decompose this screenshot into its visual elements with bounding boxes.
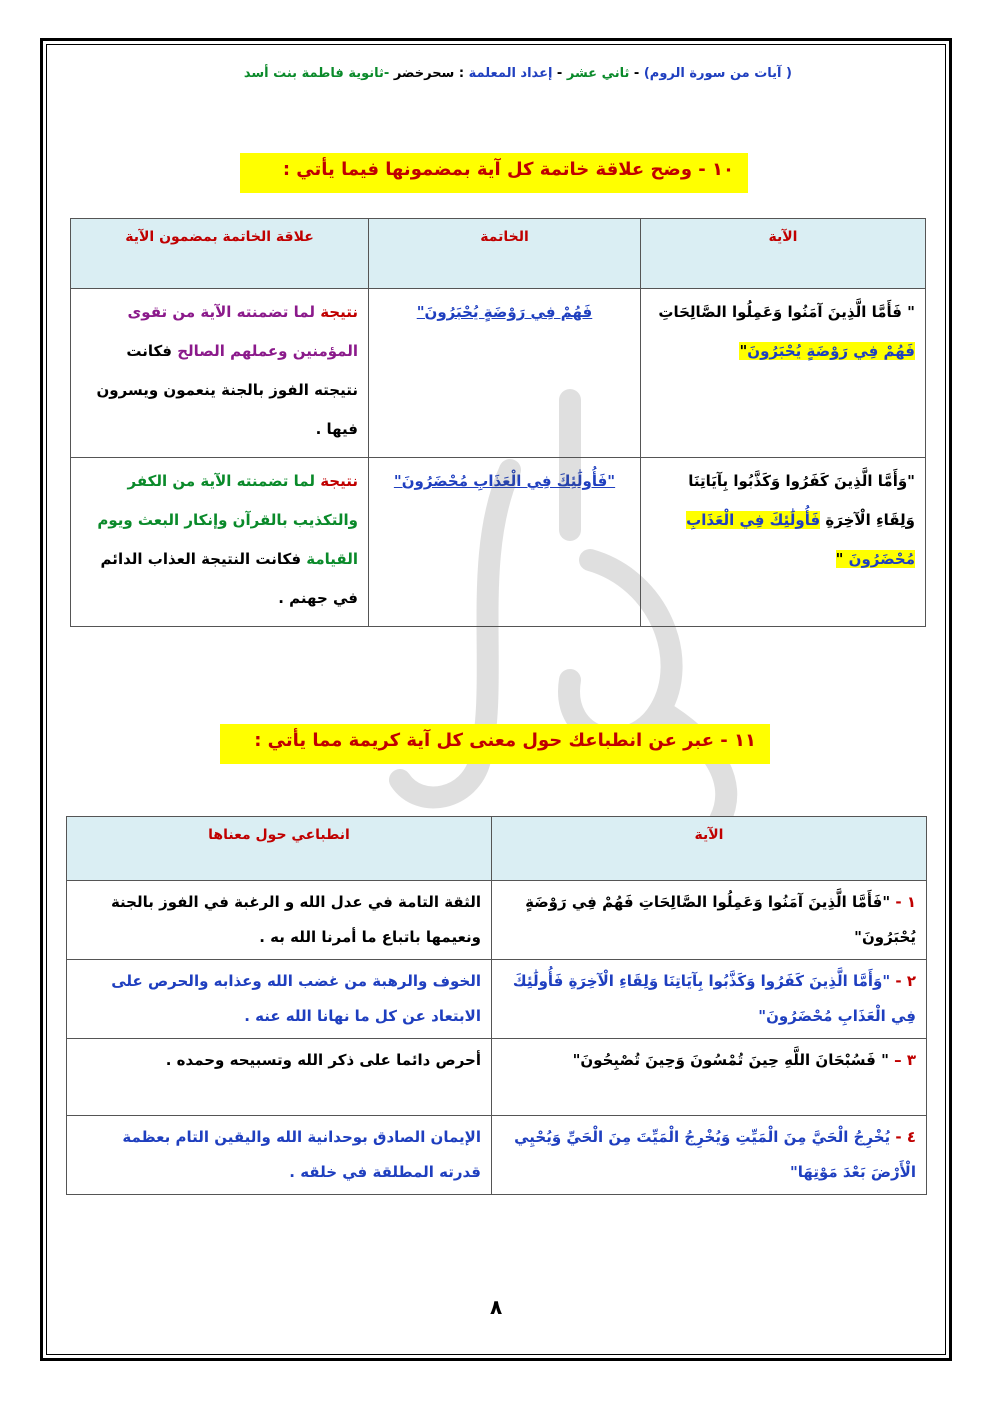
ending-text: فَهُمْ فِي رَوْضَةٍ يُحْبَرُونَ" xyxy=(416,303,593,321)
column-header-impression: انطباعي حول معناها xyxy=(67,817,492,881)
relation-outcome: فكانت النتيجة العذاب الدائم في جهنم . xyxy=(100,550,358,607)
page-header xyxy=(152,66,792,81)
column-header-ending: الخاتمة xyxy=(369,219,641,289)
verse-end-quote: " xyxy=(835,550,849,568)
verse-end-quote: " xyxy=(739,342,748,360)
table-row xyxy=(67,881,927,960)
question-10-title: ١٠ - وضح علاقة خاتمة كل آية بمضمونها فيما يأتي : xyxy=(240,153,748,193)
verse-number: ١ - xyxy=(890,893,916,911)
impression-cell xyxy=(67,960,492,1039)
table-header-row xyxy=(71,219,926,289)
verse-highlight: فَأُولَٰئِكَ فِي الْعَذَابِ مُحْضَرُونَ xyxy=(686,511,915,568)
column-header-verse: الآية xyxy=(641,219,926,289)
verse-text: "وَأَمَّا الَّذِينَ كَفَرُوا وَكَذَّبُوا بِآيَاتِنَا وَلِقَاءِ الْآخِرَةِ فَأُولَٰئِكَ فِي الْعَذَابِ مُحْضَرُونَ" xyxy=(512,972,916,1025)
header-sep-2: - xyxy=(552,66,567,81)
ending-relation-table xyxy=(70,218,926,627)
verse-number: ٤ - xyxy=(890,1128,916,1146)
table-header-row xyxy=(67,817,927,881)
table-row xyxy=(67,1039,927,1116)
header-teacher: : سحرخضر xyxy=(389,66,469,81)
column-header-relation: علاقة الخاتمة بمضمون الآية xyxy=(71,219,369,289)
impression-cell xyxy=(67,1116,492,1195)
relation-result: نتيجة xyxy=(320,303,358,321)
verse-cell xyxy=(492,881,927,960)
verse-cell xyxy=(492,960,927,1039)
relation-cell xyxy=(71,458,369,627)
impression-text: الإيمان الصادق بوحدانية الله واليقين التام بعظمة قدرته المطلقة في خلقه . xyxy=(122,1128,481,1181)
verse-cell xyxy=(492,1116,927,1195)
relation-result: نتيجة xyxy=(320,472,358,490)
ending-cell xyxy=(369,458,641,627)
ending-text: "فَأُولَٰئِكَ فِي الْعَذَابِ مُحْضَرُونَ" xyxy=(393,472,616,490)
header-prepared-by: إعداد المعلمة xyxy=(468,66,553,81)
question-11-title: ١١ - عبر عن انطباعك حول معنى كل آية كريمة مما يأتي : xyxy=(220,724,770,764)
impression-text: الخوف والرهبة من غضب الله وعذابه والحرص على الابتعاد عن كل ما نهانا الله عنه . xyxy=(111,972,481,1025)
relation-link: لما xyxy=(288,472,321,490)
relation-cell xyxy=(71,289,369,458)
verse-number: ٢ - xyxy=(890,972,916,990)
relation-content: تضمنته الآية من الكفر والتكذيب بالقرآن وإنكار البعث ويوم القيامة xyxy=(97,472,358,568)
relation-content: تضمنته الآية من تقوى المؤمنين وعملهم الصالح xyxy=(127,303,358,360)
verse-text: "وَأَمَّا الَّذِينَ كَفَرُوا وَكَذَّبُوا بِآيَاتِنَا وَلِقَاءِ الْآخِرَةِ xyxy=(688,472,915,529)
header-grade: ثاني عشر xyxy=(566,66,630,81)
impression-table xyxy=(66,816,927,1195)
table-row xyxy=(71,458,926,627)
verse-highlight: فَهُمْ فِي رَوْضَةٍ يُحْبَرُونَ xyxy=(747,342,915,360)
verse-text: " فَسُبْحَانَ اللَّهِ حِينَ تُمْسُونَ وَحِينَ تُصْبِحُونَ" xyxy=(572,1051,889,1069)
ending-cell xyxy=(369,289,641,458)
verse-cell xyxy=(492,1039,927,1116)
impression-cell xyxy=(67,1039,492,1116)
relation-outcome: فكانت نتيجته الفوز بالجنة ينعمون ويسرون فيها . xyxy=(96,342,358,438)
relation-link: لما xyxy=(288,303,321,321)
impression-cell xyxy=(67,881,492,960)
column-header-verse: الآية xyxy=(492,817,927,881)
table-row xyxy=(67,1116,927,1195)
verse-cell xyxy=(641,289,926,458)
verse-text: " فَأَمَّا الَّذِينَ آمَنُوا وَعَمِلُوا الصَّالِحَاتِ xyxy=(658,303,915,321)
header-school: -ثانوية فاطمة بنت أسد xyxy=(243,66,390,81)
impression-text: أحرص دائما على ذكر الله وتسبيحه وحمده . xyxy=(165,1051,481,1069)
header-surah: ( آيات من سورة الروم) xyxy=(643,66,792,81)
verse-number: ٣ – xyxy=(888,1051,916,1069)
impression-text: الثقة التامة في عدل الله و الرغبة في الفوز بالجنة ونعيمها باتباع ما أمرنا الله به . xyxy=(110,893,481,946)
header-sep-1: - xyxy=(629,66,644,81)
page-number: ٨ xyxy=(490,1295,503,1319)
verse-cell xyxy=(641,458,926,627)
table-row xyxy=(67,960,927,1039)
table-row xyxy=(71,289,926,458)
verse-text: "فَأَمَّا الَّذِينَ آمَنُوا وَعَمِلُوا الصَّالِحَاتِ فَهُمْ فِي رَوْضَةٍ يُحْبَرُونَ" xyxy=(525,893,916,946)
verse-text: يُخْرِجُ الْحَيَّ مِنَ الْمَيِّتِ وَيُخْرِجُ الْمَيِّتَ مِنَ الْحَيِّ وَيُحْيِي الْأَرْضَ بَعْدَ مَوْتِهَا" xyxy=(514,1128,916,1181)
